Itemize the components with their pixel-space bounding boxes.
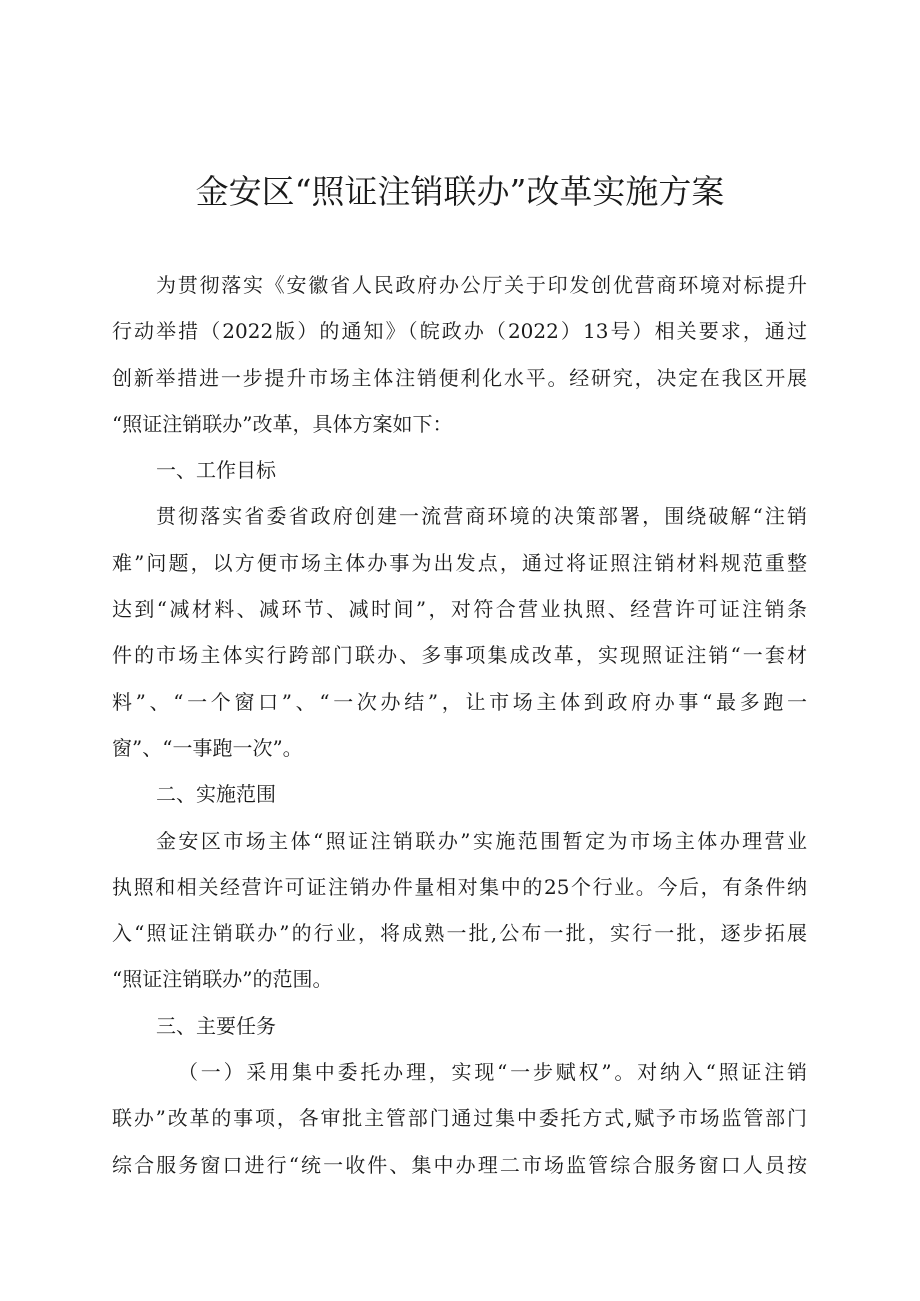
section-heading: 二、实施范围: [156, 782, 276, 807]
paragraph-line: 联办”改革的事项，各审批主管部门通过集中委托方式,赋予市场监管部门: [112, 1106, 807, 1131]
section-heading: 一、工作目标: [156, 458, 276, 483]
document-body: [112, 262, 807, 1188]
paragraph-line: 入“照证注销联办”的行业，将成熟一批,公布一批，实行一批，逐步拓展: [112, 921, 807, 946]
paragraph-line: 件的市场主体实行跨部门联办、多事项集成改革，实现照证注销“一套材: [112, 643, 807, 668]
paragraph-line: 为贯彻落实《安徽省人民政府办公厅关于印发创优营商环境对标提升: [156, 273, 807, 297]
paragraph-line: 综合服务窗口进行“统一收件、集中办理二市场监管综合服务窗口人员按: [112, 1152, 807, 1177]
paragraph-line: 料”、“一个窗口”、“一次办结”，让市场主体到政府办事“最多跑一: [112, 689, 807, 714]
paragraph-line: 窗”、“一事跑一次”。: [112, 735, 303, 760]
paragraph-line: 难”问题，以方便市场主体办事为出发点，通过将证照注销材料规范重整: [112, 550, 807, 575]
paragraph-line: 贯彻落实省委省政府创建一流营商环境的决策部署，围绕破解“注销: [156, 504, 807, 529]
section-heading: 三、主要任务: [156, 1013, 276, 1038]
paragraph-line: “照证注销联办”改革，具体方案如下：: [112, 411, 453, 436]
paragraph-line: （一）采用集中委托办理，实现“一步赋权”。对纳入“照证注销: [178, 1060, 807, 1085]
paragraph-line: 达到“减材料、减环节、减时间”，对符合营业执照、经营许可证注销条: [112, 597, 807, 622]
document-title: 金安区“照证注销联办”改革实施方案: [195, 172, 725, 211]
paragraph-line: “照证注销联办”的范围。: [112, 967, 333, 992]
paragraph-line: 行动举措（2022版）的通知》（皖政办（2022）13号）相关要求，通过: [112, 319, 807, 344]
paragraph-line: 创新举措进一步提升市场主体注销便利化水平。经研究，决定在我区开展: [112, 365, 807, 390]
paragraph-line: 执照和相关经营许可证注销办件量相对集中的25个行业。今后，有条件纳: [112, 874, 807, 899]
paragraph-line: 金安区市场主体“照证注销联办”实施范围暂定为市场主体办理营业: [156, 828, 807, 853]
